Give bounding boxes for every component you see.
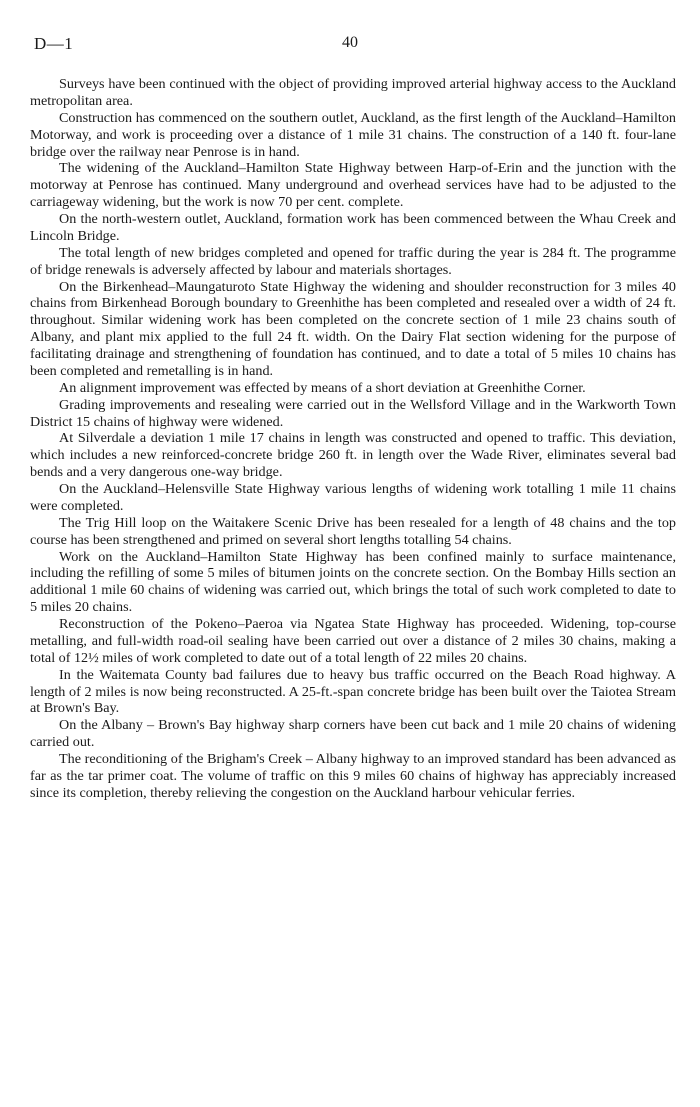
paragraph: On the north-western outlet, Auckland, formation work has been commenced between the Whau Creek and Lincoln Bridge. bbox=[30, 211, 676, 244]
paragraph: The total length of new bridges completed and opened for traffic during the year is 284 ft. The programme of bridge renewals is adversely affected by labour and materials shortages. bbox=[30, 244, 676, 278]
paragraph: On the Albany – Brown's Bay highway sharp corners have been cut back and 1 mile 20 chains of widening carried out. bbox=[30, 717, 676, 751]
paragraph: Grading improvements and resealing were carried out in the Wellsford Village and in the Warkworth Town District 15 chains of highway were widened. bbox=[30, 396, 676, 430]
paragraph: Construction has commenced on the southern outlet, Auckland, as the first length of the Auckland–Hamilton Motorway, and work is proceeding over a distance of 1 mile 31 chains. The construction of a 140 ft. four-lane bridge over the railway near Penrose is in hand. bbox=[30, 109, 676, 160]
paragraph: At Silverdale a deviation 1 mile 17 chains in length was constructed and opened to traffic. This deviation, which includes a new reinforced-concrete bridge 260 ft. in length over the Wade River, eliminates several bad bends and a very dangerous one-way bridge. bbox=[30, 430, 676, 481]
page-number: 40 bbox=[342, 34, 358, 51]
paragraph: On the Birkenhead–Maungaturoto State Highway the widening and shoulder reconstruction for 3 miles 40 chains from Birkenhead Borough boundary to Greenhithe has been completed and resealed over a width of 24 ft. throughout. Similar widening work has been completed on the concrete section of 1 mile 23 chains south of Albany, and plant mix applied to the full 24 ft. width. On the Dairy Flat section widening for the purpose of facilitating drainage and strengthening of foundation has continued, and to date a total of 5 miles 10 chains has been completed and remetalling is in hand. bbox=[30, 278, 676, 379]
paragraph: Work on the Auckland–Hamilton State Highway has been confined mainly to surface maintenance, including the refilling of some 5 miles of bitumen joints on the concrete section. On the Bombay Hills section an additional 1 mile 60 chains of widening was carried out, which brings the total of such work completed to date to 5 miles 20 chains. bbox=[30, 548, 676, 616]
paragraph: Surveys have been continued with the object of providing improved arterial highway access to the Auckland metropolitan area. bbox=[30, 76, 676, 109]
paragraph: On the Auckland–Helensville State Highway various lengths of widening work totalling 1 mile 11 chains were completed. bbox=[30, 481, 676, 514]
paragraph: The widening of the Auckland–Hamilton State Highway between Harp-of-Erin and the junction with the motorway at Penrose has continued. Many underground and overhead services have had to be adjusted to the carriageway widening, but the work is now 70 per cent. complete. bbox=[30, 160, 676, 211]
paragraph: Reconstruction of the Pokeno–Paeroa via Ngatea State Highway has proceeded. Widening, top-course metalling, and full-width road-oil sealing have been carried out over a distance of 2 miles 30 chains, making a total of 12½ miles of work completed to date out of a total length of 22 miles 20 chains. bbox=[30, 616, 676, 666]
paragraph: The reconditioning of the Brigham's Creek – Albany highway to an improved standard has been advanced as far as the tar primer coat. The volume of traffic on this 9 miles 60 chains of highway has appreciably increased since its completion, thereby relieving the congestion on the Auckland harbour vehicular ferries. bbox=[30, 751, 676, 801]
paragraph: An alignment improvement was effected by means of a short deviation at Greenhithe Corner. bbox=[59, 379, 586, 396]
paragraph: In the Waitemata County bad failures due to heavy bus traffic occurred on the Beach Road highway. A length of 2 miles is now being reconstructed. A 25-ft.-span concrete bridge has been built over the Taiotea Stream at Brown's Bay. bbox=[30, 666, 676, 717]
page-header bbox=[34, 34, 666, 58]
document-reference: D—1 bbox=[34, 34, 74, 53]
body-text bbox=[30, 76, 676, 802]
paragraph: The Trig Hill loop on the Waitakere Scenic Drive has been resealed for a length of 48 chains and the top course has been strengthened and primed on several short lengths totalling 54 chains. bbox=[30, 514, 676, 548]
